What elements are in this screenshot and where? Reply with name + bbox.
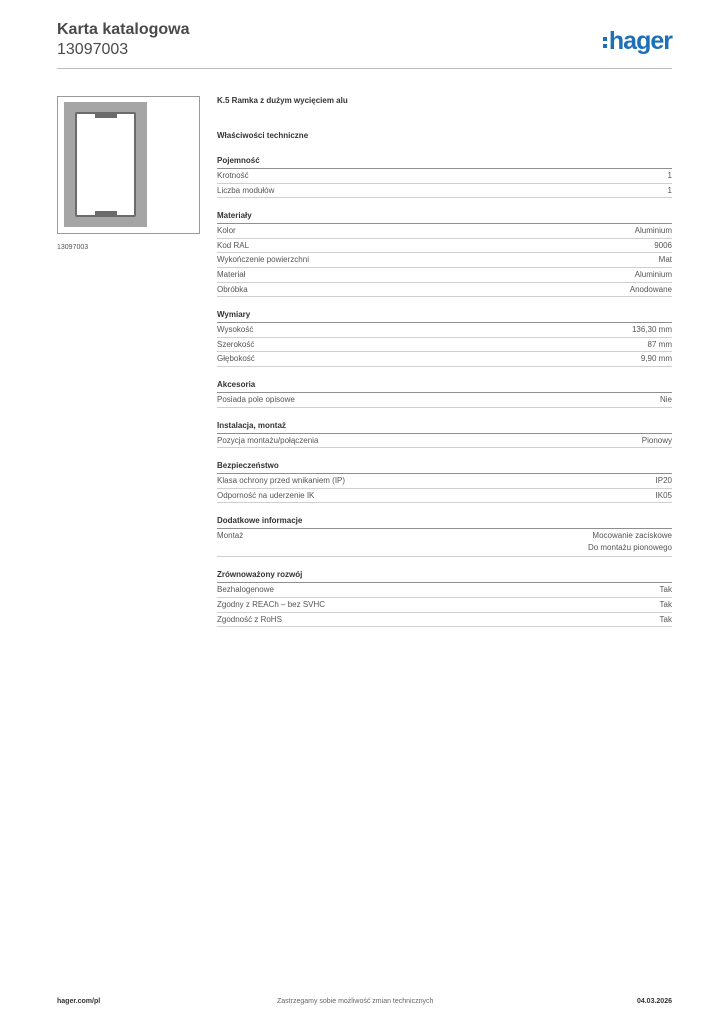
spec-value: 9,90 mm — [640, 354, 672, 364]
spec-row — [217, 239, 672, 254]
spec-value-line: Mocowanie zaciskowe — [592, 531, 672, 541]
spec-label: Bezhalogenowe — [217, 585, 274, 595]
spec-label: Wysokość — [217, 325, 254, 335]
spec-label: Głębokość — [217, 354, 255, 364]
section-title: Akcesoria — [217, 380, 672, 393]
spec-value: 1 — [667, 185, 672, 195]
section-title: Dodatkowe informacje — [217, 516, 672, 529]
document-title: Karta katalogowa — [57, 21, 190, 38]
spec-label: Krotność — [217, 171, 249, 180]
spec-label: Szerokość — [217, 339, 255, 349]
spec-row — [217, 253, 672, 268]
spec-value: Pionowy — [641, 435, 672, 445]
spec-row — [217, 283, 672, 298]
spec-section — [217, 570, 672, 627]
spec-value — [588, 530, 672, 554]
frame-cutout — [75, 112, 136, 217]
section-title: Zrównoważony rozwój — [217, 570, 672, 583]
product-image — [57, 96, 200, 234]
spec-value: 136,30 mm — [631, 325, 672, 335]
spec-row — [217, 323, 672, 338]
spec-row — [217, 434, 672, 449]
spec-row — [217, 224, 672, 239]
spec-section — [217, 516, 672, 557]
tech-heading: Właściwości techniczne — [217, 131, 309, 140]
spec-value: Aluminium — [634, 269, 672, 279]
footer-disclaimer: Zastrzegamy sobie możliwość zmian technicznych — [277, 998, 434, 1005]
spec-section — [217, 156, 672, 198]
spec-row — [217, 598, 672, 613]
section-title: Bezpieczeństwo — [217, 461, 672, 474]
product-name: K.5 Ramka z dużym wycięciem alu — [217, 96, 348, 105]
spec-row — [217, 169, 672, 184]
spec-row — [217, 268, 672, 283]
spec-value: Tak — [659, 599, 672, 609]
frame-illustration — [64, 102, 147, 227]
spec-label: Montaż — [217, 531, 244, 541]
spec-value: Mat — [658, 255, 672, 265]
spec-label: Zgodny z REACh – bez SVHC — [217, 599, 326, 609]
document-header — [57, 20, 189, 59]
header-divider — [57, 68, 672, 69]
spec-row — [217, 529, 672, 557]
spec-row — [217, 613, 672, 628]
spec-value: 87 mm — [647, 339, 672, 349]
spec-label: Liczba modułów — [217, 185, 275, 195]
section-title: Pojemność — [217, 156, 672, 169]
spec-content — [217, 96, 672, 627]
spec-label: Obróbka — [217, 284, 248, 294]
logo-dots-icon — [603, 37, 607, 48]
logo-text: hager — [608, 27, 672, 55]
image-caption: 13097003 — [57, 244, 89, 251]
spec-label: Pozycja montażu/połączenia — [217, 435, 319, 445]
spec-sections — [217, 156, 672, 627]
spec-label: Materiał — [217, 269, 246, 279]
spec-value: IP20 — [655, 476, 672, 486]
spec-label: Wykończenie powierzchni — [217, 255, 309, 265]
spec-label: Klasa ochrony przed wnikaniem (IP) — [217, 476, 346, 486]
spec-row — [217, 393, 672, 408]
spec-value: Nie — [659, 394, 672, 404]
spec-row — [217, 474, 672, 489]
spec-value: 1 — [667, 171, 672, 180]
spec-label: Odporność na uderzenie IK — [217, 490, 315, 500]
product-code: 13097003 — [57, 41, 129, 58]
spec-row — [217, 352, 672, 367]
spec-section — [217, 310, 672, 367]
spec-label: Zgodność z RoHS — [217, 614, 282, 624]
spec-section — [217, 461, 672, 503]
spec-value: 9006 — [654, 240, 672, 250]
hager-logo — [603, 28, 672, 54]
spec-row — [217, 583, 672, 598]
section-title: Materiały — [217, 211, 672, 224]
spec-value: Aluminium — [634, 226, 672, 236]
footer-date: 04.03.2026 — [636, 998, 672, 1005]
spec-section — [217, 380, 672, 408]
spec-row — [217, 184, 672, 199]
spec-value: Tak — [659, 614, 672, 624]
spec-value-line: Do montażu pionowego — [587, 543, 672, 553]
spec-section — [217, 211, 672, 297]
spec-value: Tak — [659, 585, 672, 595]
spec-row — [217, 338, 672, 353]
section-title: Wymiary — [217, 310, 672, 323]
section-title: Instalacja, montaż — [217, 421, 672, 434]
spec-value: IK05 — [655, 490, 672, 500]
spec-label: Kolor — [217, 226, 236, 236]
spec-label: Posiada pole opisowe — [217, 394, 295, 404]
spec-label: Kod RAL — [217, 240, 250, 250]
spec-section — [217, 421, 672, 449]
footer-website: hager.com/pl — [57, 998, 101, 1005]
spec-row — [217, 489, 672, 504]
spec-value: Anodowane — [629, 284, 672, 294]
